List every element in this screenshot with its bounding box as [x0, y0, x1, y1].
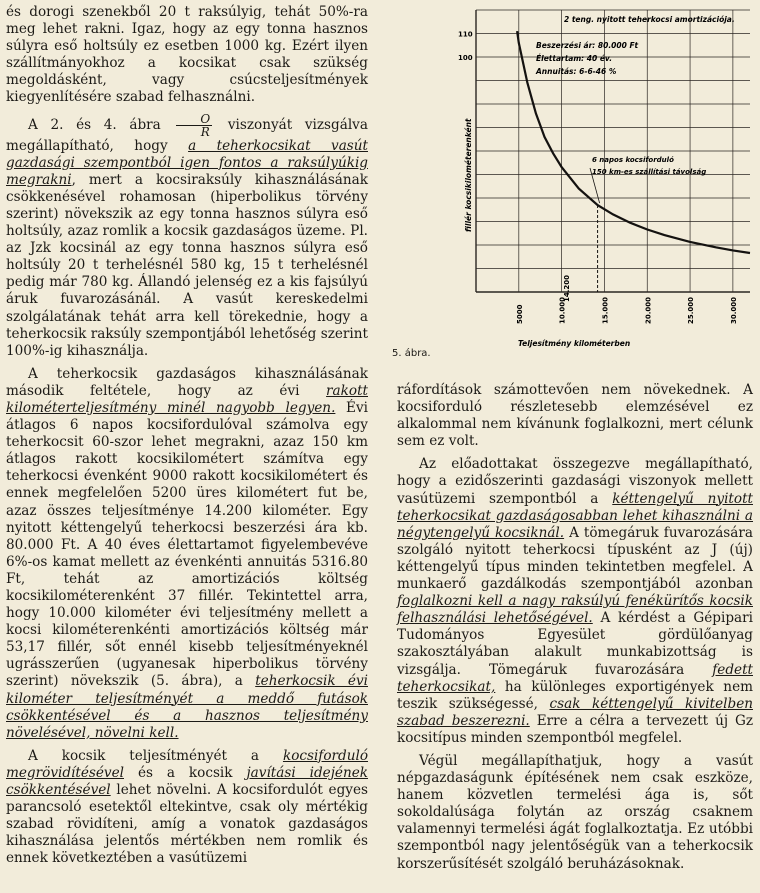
paragraph: ráfordítások számottevően nem növekednek. A kocsiforduló részletesebb elemzésével ez alkalommal nem kívánunk foglalkozni, mert célunk sem ez volt.	[397, 382, 753, 450]
text-run: viszonyát vizsgálva megállapítható, hogy	[6, 116, 368, 154]
emphasis-text: rakott kilométerteljesítmény minél nagyobb legyen.	[6, 382, 368, 416]
x-tick-label: 25.000	[687, 296, 696, 324]
series-line	[517, 31, 750, 253]
amortization-chart	[388, 0, 760, 350]
text-run: A kocsik teljesítményét a	[28, 747, 260, 764]
text-run: lehet növelni. A kocsifordulót egyes parancsoló esetektől eltekintve, csak oly mértékig szabad rövidíteni, amíg a vonatok gazdaságos kihasználása jelentős mértékben nem romlik és ennek következtében a vasútüzemi	[6, 782, 368, 867]
emphasis-text: a teherkocsikat vasút gazdasági szempontból igen fontos a raksúlyúkig megrakni	[6, 137, 368, 188]
emphasis-text: kocsiforduló megrövidítésével	[6, 747, 369, 781]
text-run: Évi átlagos 6 napos kocsifordulóval számolva egy teherkocsit 60-szor lehet megrakni, azaz 150 km átlagos rakott kocsikilométert számítva egy teherkocsi évenként 9000 rakott kocsikilométert és ennek megfelelően 5200 üres kilométert fut be, azaz összes teljesítménye 14.200 kilométer. Egy nyitott kéttengelyű teherkocsi beszerzési ára kb. 80.000 Ft. A 40 éves élettartamot figyelembevéve 6%-os kamat mellett az évenkénti annuitás 5316.80 Ft, tehát az amortizációs költség kocsikilométerenként 37 fillér. Tekintettel arra, hogy 10.000 kilométer évi teljesítmény mellett a kocsi kilométerenkénti amortizációs költség már 53,17 fillér, sőt ennél kisebb teljesítményeknél ugrásszerűen (ugyanesak hiperbolikus törvény szerint) növekszik (5. ábra), a	[6, 399, 368, 690]
emphasis-text: teherkocsik évi kilométer teljesítményét a meddő futások csökkentésével és a hasznos teljesítmény növelésével, növelni kell.	[6, 673, 368, 741]
info-line-3: Annuitás: 6-6-46 %	[536, 67, 617, 76]
paragraph	[6, 113, 368, 360]
chart-title: 2 teng. nyitott teherkocsi amortizációja.	[564, 15, 735, 24]
paragraph	[6, 366, 368, 742]
x-tick-label: 20.000	[644, 296, 653, 324]
emphasis-text: kéttengelyű nyitott teherkocsikat gazdaságosabban lehet kihasználni a négytengelyű kocsiknál.	[397, 490, 753, 541]
info-line-2: Élettartam: 40 év.	[536, 54, 613, 63]
x-tick-label: 5000	[515, 304, 524, 324]
emphasis-text: fedett teherkocsikat,	[397, 661, 753, 695]
figure-caption: 5. ábra.	[392, 348, 431, 359]
x-axis-label: Teljesítmény kilométerben	[518, 339, 631, 348]
right-column	[397, 382, 753, 873]
paragraph	[397, 456, 753, 747]
emphasis-text: javítási idejének csökkentésével	[6, 764, 369, 799]
annotation-line-2: 150 km-es szállítási távolság	[592, 168, 707, 176]
annotation-line-1: 6 napos kocsiforduló	[592, 156, 674, 164]
text-run: Az előadottakat összegezve megállapítható, hogy a ezidőszerinti gazdasági viszonyok mellett vasútüzemi szempontból a	[397, 456, 753, 507]
fraction-denominator: R	[200, 124, 210, 139]
x-tick-label: 10.000	[558, 296, 567, 324]
left-column	[6, 4, 368, 868]
x-tick-label: 30.000	[729, 296, 738, 324]
text-run: ha különleges exportigények nem teszik szükségessé,	[397, 678, 754, 712]
text-run: és a kocsik	[137, 764, 233, 781]
emphasis-text: csak kéttengelyű kivitelben szabad beszerezni.	[397, 695, 753, 729]
x-tick-label: 15.000	[601, 296, 610, 324]
marker-label: 14.200	[563, 274, 571, 302]
emphasis-text: foglalkozni kell a nagy raksúlyú fenékürítős kocsik felhasználási lehetőségével.	[397, 593, 753, 627]
text-run: A 2. és 4. ábra	[28, 116, 161, 133]
paragraph: Végül megállapíthatjuk, hogy a vasút népgazdaságunk építésének nem csak eszköze, hanem közvetlen termelési ága is, sőt sokoldalúsága folytán az ország csaknem valamennyi termelési ágát foglalkoztatja. Ez utóbbi szempontból nagy jelentőségük van a teherkocsik korszerűsítését szolgáló beruházásoknak.	[397, 752, 753, 872]
text-run: Erre a célra a tervezett új Gz kocsitípus minden szempontból megfelel.	[397, 712, 754, 746]
paragraph: és dorogi szenekből 20 t raksúlyig, tehát 50%-ra meg lehet rakni. Igaz, hogy az egy tonna hasznos súlyra eső holtsúly ez esetben 1000 kg. Ezért ilyen szállítmányokhoz a kocsikat csak szükség megoldásként, vagy csúcsteljesítmények kiegyenlítésére szabad felhasználni.	[6, 4, 368, 106]
y-axis-label: fillér kocsikilométerenként	[464, 118, 473, 232]
y-tick-label: 110	[458, 30, 473, 39]
y-tick-label: 100	[458, 54, 473, 62]
fraction	[176, 113, 212, 138]
text-run: , mert a kocsiraksúly kihasználásának csökkenésével rohamosan (hiperbolikus törvény szerint) növekszik az egy tonna hasznos súlyra eső holtsúly, azaz romlik a kocsik gazdaságos üzeme. Pl. az Jzk kocsinál az egy tonna hasznos súlyra eső holtsúly 20 t terhelésnél 580 kg, 15 t terhelésnél pedig már 780 kg. Állandó jelenség ez a kis fajsúlyú áruk fuvarozásánál. A vasút kereskedelmi szolgálatának tehát arra kell törekednie, hogy a teherkocsik raksúly szempontjából lehetőség szerint 100%-ig kihasználja.	[6, 171, 368, 359]
text-run: A teherkocsik gazdaságos kihasználásának második feltétele, hogy az évi	[6, 365, 368, 399]
text-run: A kérdést a Gépipari Tudományos Egyesület gördülőanyag szakosztályában alakult munkabizottság is vizsgálja. Tömegáruk fuvarozására	[397, 610, 753, 678]
paragraph	[6, 748, 368, 868]
text-run: A tömegáruk fuvarozására szolgáló nyitott teherkocsi típusként az J (új) kéttengelyű típus minden tekintetben megfelel. A munkaerő gazdálkodás szempontjából azonban	[397, 524, 753, 593]
info-line-1: Beszerzési ár: 80.000 Ft	[536, 41, 639, 50]
fraction-numerator: O	[176, 113, 212, 126]
figure-5	[388, 0, 760, 370]
